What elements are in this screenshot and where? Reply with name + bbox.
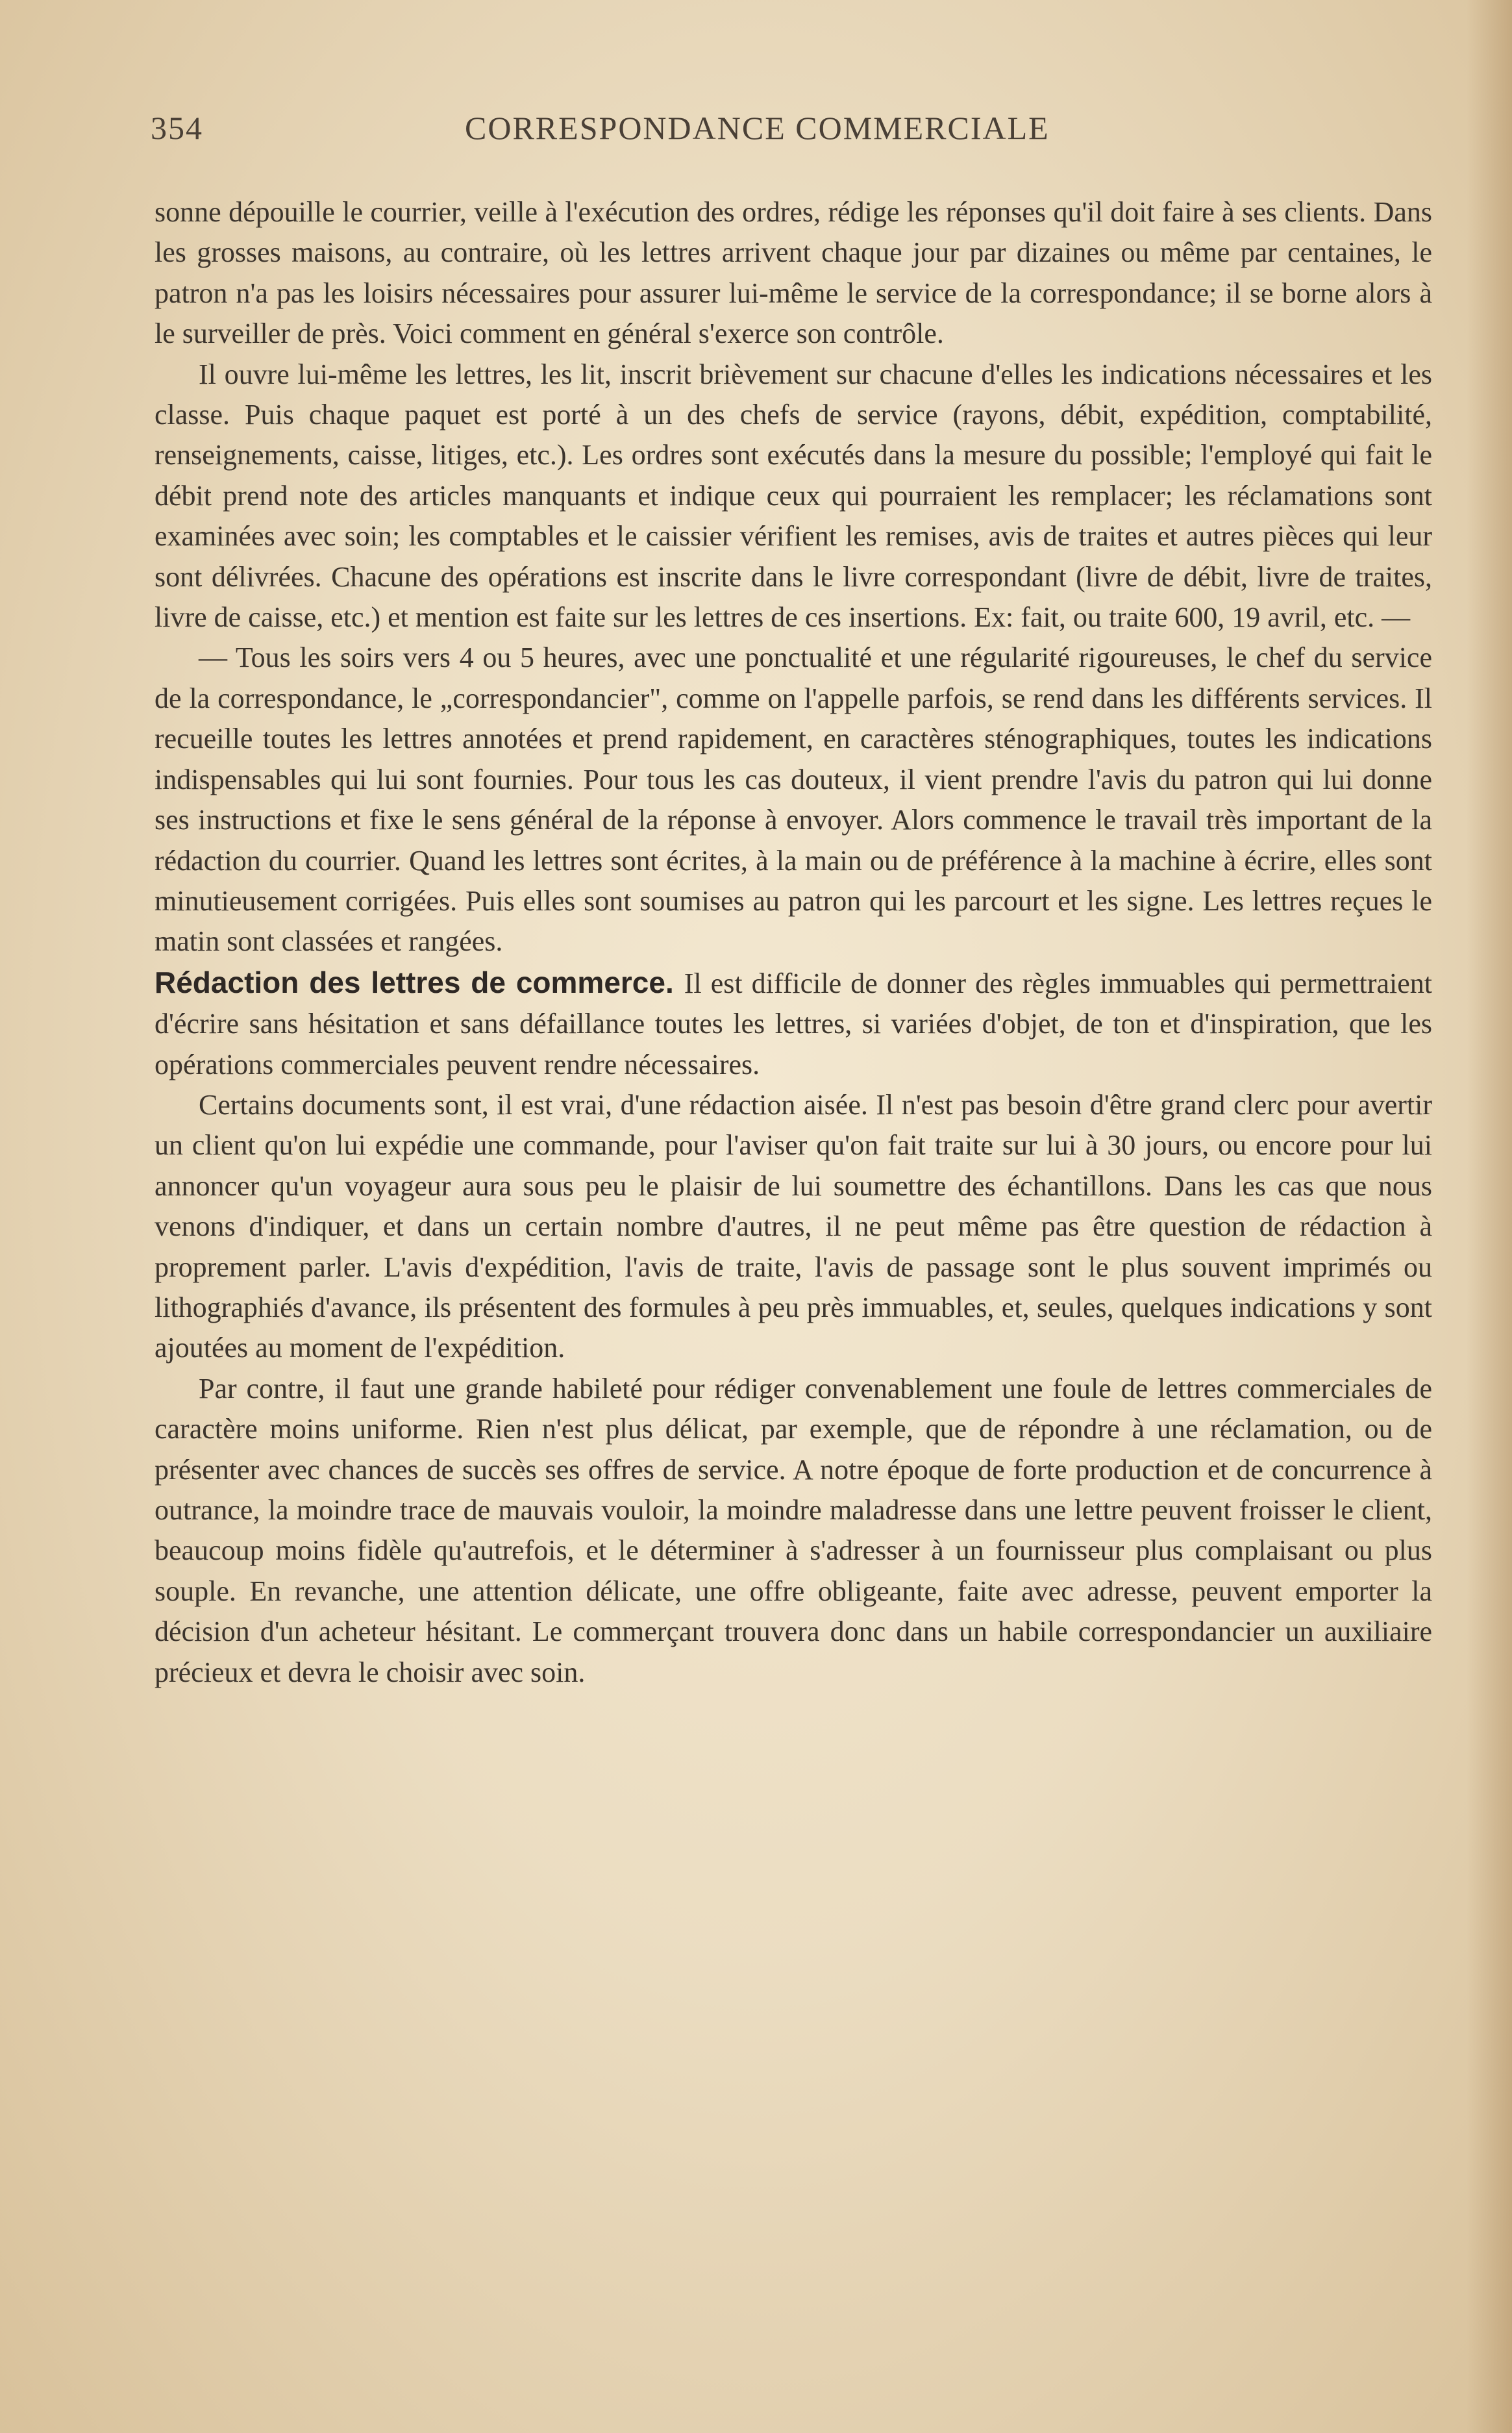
section-heading: Rédaction des lettres de commerce. <box>155 965 674 999</box>
paragraph: Il ouvre lui-même les lettres, les lit, inscrit brièvement sur chacune d'elles les indications nécessaires et les classe. Puis chaque paquet est porté à un des chefs de service (rayons, débit, expédition, comptabilité, renseignements, caisse, litiges, etc.). Les ordres sont exécutés dans la mesure du possible; l'employé qui fait le débit prend note des articles manquants et indique ceux qui pourraient les remplacer; les réclamations sont examinées avec soin; les comptables et le caissier vérifient les remises, avis de traites et autres pièces qui leur sont délivrées. Chacune des opérations est inscrite dans le livre correspondant (livre de débit, livre de traites, livre de caisse, etc.) et mention est faite sur les lettres de ces insertions. Ex: fait, ou traite 600, 19 avril, etc. — <box>155 358 1432 634</box>
paragraph: Par contre, il faut une grande habileté pour rédiger convenablement une foule de lettres commerciales de caractère moins uniforme. Rien n'est plus délicat, par exemple, que de répondre à une réclamation, ou de présenter avec chances de succès ses offres de service. A notre époque de forte production et de concurrence à outrance, la moindre trace de mauvais vouloir, la moindre maladresse dans une lettre peuvent froisser le client, beaucoup moins fidèle qu'autrefois, et le déterminer à s'adresser à un fournisseur plus complaisant ou plus souple. En revanche, une attention délicate, une offre obligeante, faite avec adresse, peuvent emporter la décision d'un acheteur hésitant. Le commerçant trouvera donc dans un habile correspondancier un auxiliaire précieux et devra le choisir avec soin. <box>155 1372 1432 1688</box>
paragraph: Certains documents sont, il est vrai, d'une rédaction aisée. Il n'est pas besoin d'être grand clerc pour avertir un client qu'on lui expédie une commande, pour l'aviser qu'on fait traite sur lui à 30 jours, ou encore pour lui annoncer qu'un voyageur aura sous peu le plaisir de lui soumettre des échantillons. Dans les cas que nous venons d'indiquer, et dans un certain nombre d'autres, il ne peut même pas être question de rédaction à proprement parler. L'avis d'expédition, l'avis de traite, l'avis de passage sont le plus souvent imprimés ou lithographiés d'avance, ils présentent des formules à peu près immuables, et, seules, quelques indications y sont ajoutées au moment de l'expédition. <box>155 1088 1432 1364</box>
paragraph: — Tous les soirs vers 4 ou 5 heures, avec une ponctualité et une régularité rigoureuses, le chef du service de la correspondance, le „correspondancier", comme on l'appelle parfois, se rend dans les différents services. Il recueille toutes les lettres annotées et prend rapidement, en caractères sténographiques, toutes les indications indispensables qui lui sont fournies. Pour tous les cas douteux, il vient prendre l'avis du patron qui lui donne ses instructions et fixe le sens général de la réponse à envoyer. Alors commence le travail très important de la rédaction du courrier. Quand les lettres sont écrites, à la main ou de préférence à la machine à écrire, elles sont minutieusement corrigées. Puis elles sont soumises au patron qui les parcourt et les signe. Les lettres reçues le matin sont classées et rangées. <box>155 642 1432 958</box>
paragraph-continuation: sonne dépouille le courrier, veille à l'exécution des ordres, rédige les réponses qu'il doit faire à ses clients. Dans les grosses maisons, au contraire, où les lettres arrivent chaque jour par dizaines ou même par centaines, le patron n'a pas les loisirs nécessaires pour assurer lui-même le service de la correspondance; il se borne alors à le surveiller de près. Voici comment en général s'exerce son contrôle. <box>155 196 1432 350</box>
paragraph-with-heading <box>155 962 1432 1085</box>
page-edge-shadow <box>1467 0 1512 2433</box>
page-header <box>151 109 1371 161</box>
page-number: 354 <box>151 110 203 146</box>
running-title: CORRESPONDANCE COMMERCIALE <box>465 110 1050 146</box>
paragraph-text: Il est difficile de donner des règles immuables qui permettraient d'écrire sans hésitation et sans défaillance toutes les lettres, si variées d'objet, de ton et d'inspiration, que les opérations commerciales peuvent rendre nécessaires. <box>155 967 1432 1080</box>
body-text <box>155 192 1432 1693</box>
